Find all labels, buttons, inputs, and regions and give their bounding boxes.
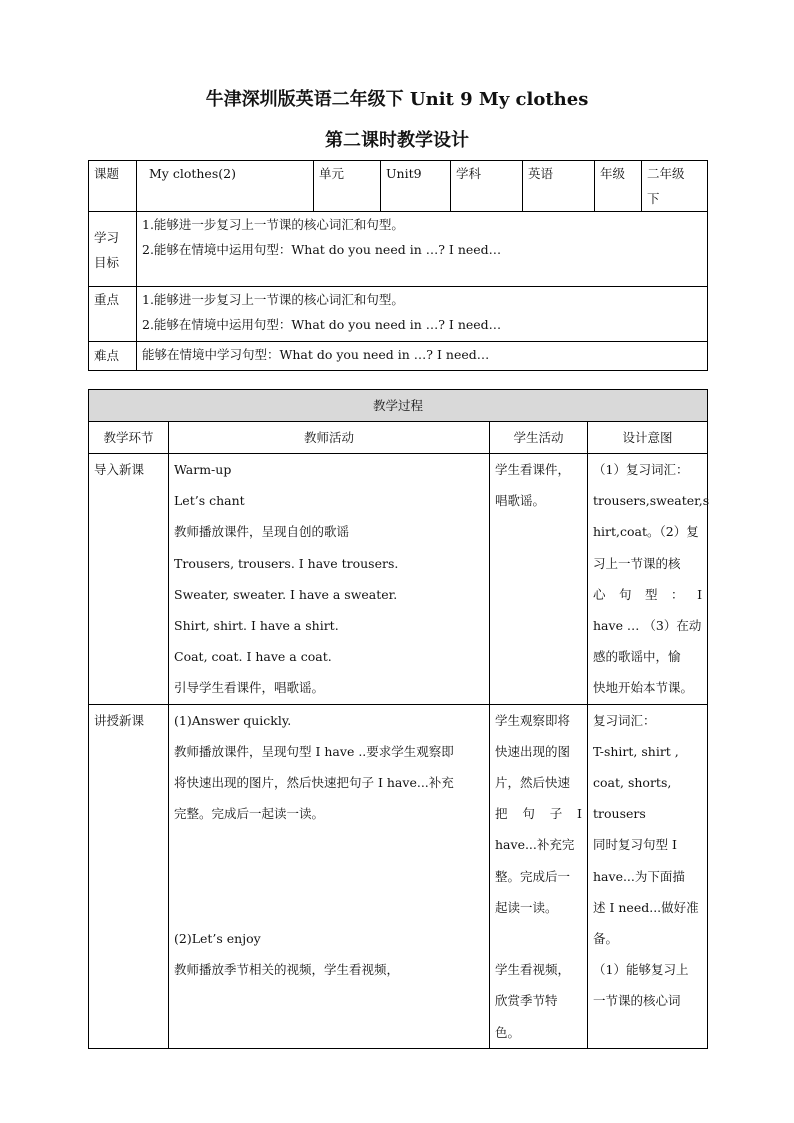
text-line: 整。完成后一 xyxy=(495,868,571,884)
teacher-activity-new-lesson xyxy=(169,704,490,1048)
text-line xyxy=(495,923,582,954)
text-line: 述 I need...做好准 xyxy=(593,899,699,915)
goal-line: 1.能够进一步复习上一节课的核心词汇和句型。 xyxy=(142,217,404,232)
goal-line: 2.能够在情境中运用句型：What do you need in …? I need… xyxy=(142,242,502,257)
text-line: 复习词汇： xyxy=(593,712,656,728)
text-line: 教师播放季节相关的视频，学生看视频， xyxy=(174,962,400,978)
text-line: 完整。完成后一起读一读。 xyxy=(174,806,325,822)
text-line: 将快速出现的图片，然后快速把句子 I have...补充 xyxy=(174,775,454,791)
grade-value xyxy=(642,161,708,212)
focus-line: 1.能够进一步复习上一节课的核心词汇和句型。 xyxy=(142,292,404,307)
text-line: (2)Let’s enjoy xyxy=(174,931,261,947)
text-line: 唱歌谣。 xyxy=(495,493,546,509)
text-line: （1）能够复习上 xyxy=(593,962,689,978)
document-subtitle: 第二课时教学设计 xyxy=(325,130,469,151)
text-line: 欣赏季节特色。 xyxy=(495,993,558,1040)
difficulty-line: 能够在情境中学习句型：What do you need in …? I need… xyxy=(142,347,490,362)
design-intent-new-lesson xyxy=(588,704,708,1048)
text-line: have...为下面描 xyxy=(593,868,685,884)
text-line xyxy=(174,829,484,860)
difficulty-label: 难点 xyxy=(89,342,137,371)
text-line: 引导学生看课件，唱歌谣。 xyxy=(174,680,325,696)
text-line: 起读一读。 xyxy=(495,899,558,915)
goals-label xyxy=(89,212,137,287)
text-line xyxy=(174,892,484,923)
text-line: 心 句 型 ： I xyxy=(593,586,703,602)
text-line: T-shirt, shirt , xyxy=(593,743,679,759)
text-line: 把 句 子 I xyxy=(495,806,582,822)
process-header: 教学过程 xyxy=(89,390,708,422)
text-line: 学生看视频， xyxy=(495,962,571,978)
text-line: 备。 xyxy=(593,931,619,947)
text-line: hirt,coat。（2）复 xyxy=(593,524,699,540)
stage-intro: 导入新课 xyxy=(89,454,169,705)
text-line: 快速出现的图 xyxy=(495,743,571,759)
text-line: 学生看课件， xyxy=(495,462,571,477)
teaching-process-table xyxy=(88,389,708,1049)
col-student-header: 学生活动 xyxy=(490,422,588,454)
topic-label: 课题 xyxy=(89,161,137,212)
topic-value: My clothes(2) xyxy=(137,161,314,212)
text-line: Warm-up xyxy=(174,462,232,477)
text-line: 一节课的核心词 xyxy=(593,993,681,1009)
text-line: 片，然后快速 xyxy=(495,775,571,791)
subject-value: 英语 xyxy=(523,161,595,212)
focus-line: 2.能够在情境中运用句型：What do you need in …? I need… xyxy=(142,317,502,332)
text-line: have...补充完 xyxy=(495,837,575,853)
text-line: 快地开始本节课。 xyxy=(593,680,694,696)
text-line: trousers xyxy=(593,806,646,822)
focus-label: 重点 xyxy=(89,287,137,342)
text-line: 感的歌谣中，愉 xyxy=(593,649,681,665)
text-line: (1)Answer quickly. xyxy=(174,712,292,728)
design-intent-intro xyxy=(588,454,708,705)
col-intent-header: 设计意图 xyxy=(588,422,708,454)
text-line: coat, shorts, xyxy=(593,775,672,791)
text-line: Shirt, shirt. I have a shirt. xyxy=(174,618,339,634)
difficulty-content xyxy=(137,342,708,371)
grade-value-line: 下 xyxy=(647,191,660,206)
student-activity-new-lesson xyxy=(490,704,588,1048)
goals-content xyxy=(137,212,708,287)
text-line: 习上一节课的核 xyxy=(593,555,681,571)
text-line: Let’s chant xyxy=(174,493,245,509)
text-line: trousers,sweater,s xyxy=(593,493,710,509)
text-line: （1）复习词汇： xyxy=(593,462,689,477)
text-line: Coat, coat. I have a coat. xyxy=(174,649,332,665)
student-activity-intro xyxy=(490,454,588,705)
text-line: Trousers, trousers. I have trousers. xyxy=(174,555,399,571)
focus-content xyxy=(137,287,708,342)
col-stage-header: 教学环节 xyxy=(89,422,169,454)
col-teacher-header: 教师活动 xyxy=(169,422,490,454)
grade-label: 年级 xyxy=(595,161,642,212)
text-line: 教师播放课件，呈现自创的歌谣 xyxy=(174,524,350,540)
unit-value: Unit9 xyxy=(381,161,451,212)
goals-label-line: 学习 xyxy=(94,230,120,245)
text-line: 教师播放课件，呈现句型 I have ..要求学生观察即 xyxy=(174,743,454,759)
text-line: Sweater, sweater. I have a sweater. xyxy=(174,586,398,602)
stage-new-lesson: 讲授新课 xyxy=(89,704,169,1048)
text-line: have … （3）在动 xyxy=(593,618,702,634)
document-title: 牛津深圳版英语二年级下 Unit 9 My clothes xyxy=(205,89,589,110)
text-line: 同时复习句型 I xyxy=(593,837,677,853)
lesson-info-table xyxy=(88,160,708,371)
text-line xyxy=(174,861,484,892)
teacher-activity-intro xyxy=(169,454,490,705)
grade-value-line: 二年级 xyxy=(647,166,685,181)
text-line: 学生观察即将 xyxy=(495,712,571,728)
goals-label-line: 目标 xyxy=(94,255,120,270)
subject-label: 学科 xyxy=(451,161,523,212)
unit-label: 单元 xyxy=(314,161,381,212)
